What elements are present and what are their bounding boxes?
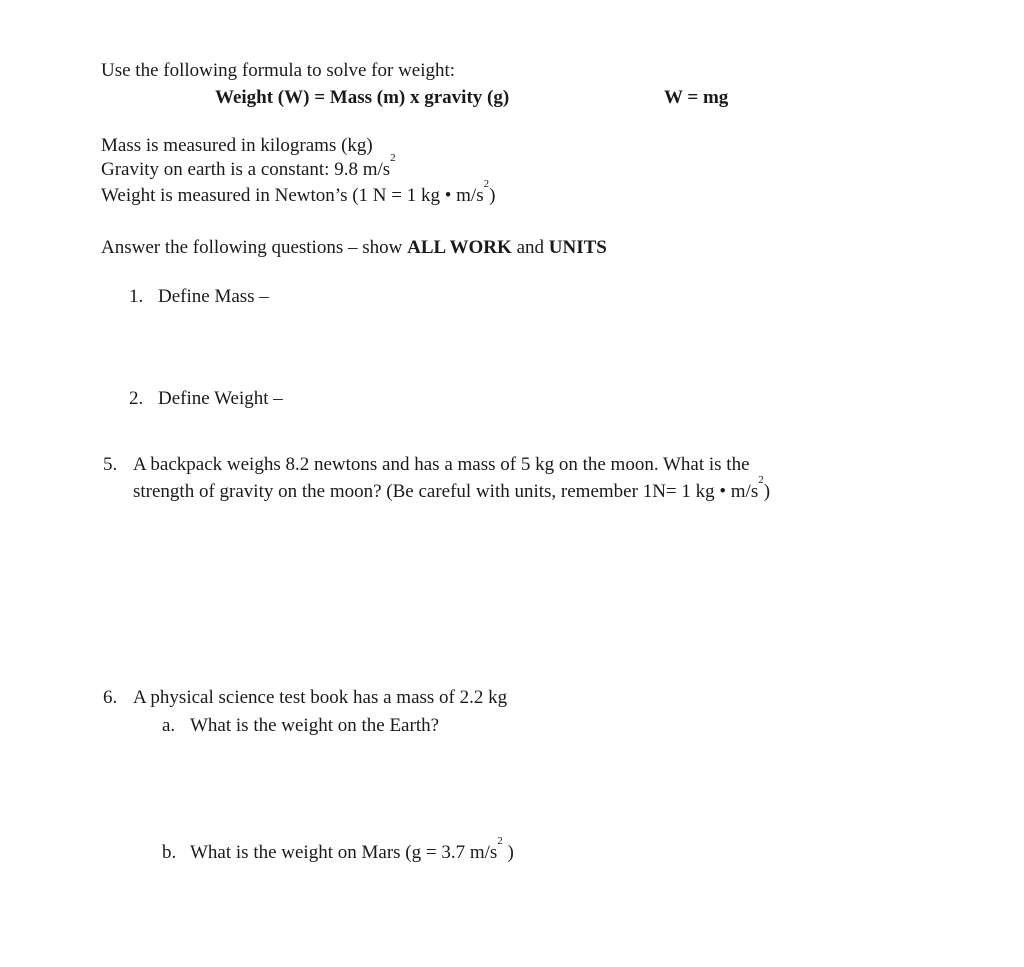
weight-fact-text: Weight is measured in Newton’s (1 N = 1 kg • m/s <box>101 185 484 206</box>
question-5 <box>103 455 750 474</box>
question-1 <box>129 287 269 306</box>
question-2-number: 2. <box>129 388 144 409</box>
question-5-line-2: strength of gravity on the moon? (Be careful with units, remember 1N= 1 kg • m/s <box>133 481 759 502</box>
intro-text: Use the following formula to solve for weight: <box>101 60 456 81</box>
question-1-text: Define Mass – <box>158 286 269 307</box>
gravity-fact-exponent: 2 <box>390 152 396 164</box>
question-6 <box>103 688 507 707</box>
gravity-fact-text: Gravity on earth is a constant: 9.8 m/s <box>101 159 391 180</box>
question-6-number: 6. <box>103 687 118 708</box>
weight-fact <box>101 178 496 206</box>
instructions-text: Answer the following questions – show <box>101 237 408 258</box>
question-1-number: 1. <box>129 286 144 307</box>
question-6a-text: What is the weight on the Earth? <box>190 715 440 736</box>
question-6b <box>162 835 514 863</box>
question-5-close: ) <box>763 481 771 502</box>
question-6a-letter: a. <box>162 715 176 736</box>
question-5-number: 5. <box>103 454 118 475</box>
weight-fact-exponent: 2 <box>483 178 490 190</box>
formula-words: Weight (W) = Mass (m) x gravity (g) <box>215 87 510 108</box>
instructions-all-work: ALL WORK <box>407 237 512 258</box>
gravity-fact <box>101 152 396 180</box>
instructions <box>101 238 607 257</box>
instructions-and: and <box>511 237 549 258</box>
mass-fact: Mass is measured in kilograms (kg) <box>101 135 373 156</box>
question-5-exponent: 2 <box>758 474 764 486</box>
question-2-text: Define Weight – <box>158 388 283 409</box>
question-6a <box>162 716 439 735</box>
weight-fact-close: ) <box>489 185 496 206</box>
question-2 <box>129 389 283 408</box>
question-6b-letter: b. <box>162 842 177 863</box>
question-6b-exponent: 2 <box>497 835 503 847</box>
question-5-continued <box>133 474 771 502</box>
question-6b-text: What is the weight on Mars (g = 3.7 m/s <box>190 842 498 863</box>
formula-short: W = mg <box>664 87 729 108</box>
question-6-text: A physical science test book has a mass of 2.2 kg <box>133 687 508 708</box>
instructions-units: UNITS <box>548 237 607 258</box>
question-5-line-1: A backpack weighs 8.2 newtons and has a mass of 5 kg on the moon. What is the <box>133 454 750 475</box>
question-6b-close: ) <box>502 842 514 863</box>
